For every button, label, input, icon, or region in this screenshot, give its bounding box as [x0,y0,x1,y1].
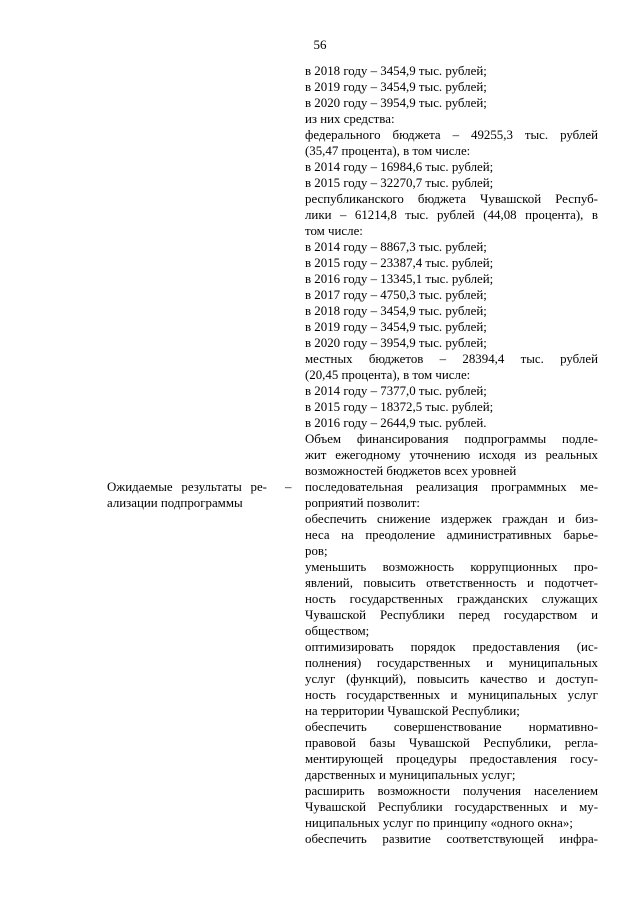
text-line: ниципальных услуг по принципу «одного окна»; [305,816,573,830]
text-line: из них средства: [305,112,395,126]
text-line: правовой базы Чувашской Республики, регла- [305,736,598,750]
text-line: обществом; [305,624,370,638]
text-line: в 2019 году – 3454,9 тыс. рублей; [305,80,487,94]
text-line: расширить возможности получения населением [305,784,598,798]
text-line: Ожидаемые результаты ре- [107,480,267,494]
text-line: полнения) государственных и муниципальных [305,656,598,670]
text-line: в 2015 году – 23387,4 тыс. рублей; [305,256,494,270]
text-line: последовательная реализация программных ме- [305,480,598,494]
text-line: (35,47 процента), в том числе: [305,144,471,158]
text-line: лики – 61214,8 тыс. рублей (44,08 процента), в [305,208,598,222]
text-line: дарственных и муниципальных услуг; [305,768,516,782]
text-line: ализации подпрограммы [107,496,243,510]
page-number: 56 [313,37,327,52]
text-line: в 2019 году – 3454,9 тыс. рублей; [305,320,487,334]
text-line: явлений, повысить ответственность и подотчет- [305,576,598,590]
text-line: ров; [305,544,328,558]
text-line: в 2017 году – 4750,3 тыс. рублей; [305,288,487,302]
text-line: в 2014 году – 7377,0 тыс. рублей; [305,384,487,398]
text-line: ментирующей процедуры предоставления госу- [305,752,598,766]
text-line: жит ежегодному уточнению исходя из реальных [305,448,598,462]
row-separator-dash: – [285,480,292,494]
text-line: в 2018 году – 3454,9 тыс. рублей; [305,304,487,318]
text-line: в 2020 году – 3954,9 тыс. рублей; [305,336,487,350]
text-line: ность государственных гражданских служащих [305,592,598,606]
text-line: в 2016 году – 13345,1 тыс. рублей; [305,272,494,286]
text-line: федерального бюджета – 49255,3 тыс. рублей [305,128,598,142]
text-line: местных бюджетов – 28394,4 тыс. рублей [305,352,598,366]
text-line: в 2015 году – 18372,5 тыс. рублей; [305,400,494,414]
text-line: ность государственных и муниципальных услуг [305,688,598,702]
text-line: на территории Чувашской Республики; [305,704,520,718]
text-line: в 2020 году – 3954,9 тыс. рублей; [305,96,487,110]
text-line: в 2014 году – 8867,3 тыс. рублей; [305,240,487,254]
expected-results-text-block [305,479,598,847]
text-line: республиканского бюджета Чувашской Респуб- [305,192,598,206]
text-line: Объем финансирования подпрограммы подле- [305,432,598,446]
text-line: в 2014 году – 16984,6 тыс. рублей; [305,160,494,174]
text-line: в 2015 году – 32270,7 тыс. рублей; [305,176,494,190]
financing-text-block [305,63,598,479]
text-line: Чувашской Республики перед государством и [305,608,598,622]
text-line: (20,45 процента), в том числе: [305,368,471,382]
text-line: оптимизировать порядок предоставления (ис- [305,640,598,654]
text-line: в 2018 году – 3454,9 тыс. рублей; [305,64,487,78]
text-line: неса на преодоление административных барье- [305,528,598,542]
text-line: Чувашской Республики государственных и му- [305,800,598,814]
text-line: том числе: [305,224,363,238]
text-line: обеспечить совершенствование нормативно- [305,720,598,734]
text-line: обеспечить развитие соответствующей инфра- [305,832,598,846]
text-line: возможностей бюджетов всех уровней [305,464,517,478]
text-line: роприятий позволит: [305,496,420,510]
text-line: в 2016 году – 2644,9 тыс. рублей. [305,416,487,430]
expected-results-label [107,479,267,511]
text-line: услуг (функций), повысить качество и доступ- [305,672,598,686]
text-line: обеспечить снижение издержек граждан и биз- [305,512,598,526]
text-line: уменьшить возможность коррупционных про- [305,560,598,574]
